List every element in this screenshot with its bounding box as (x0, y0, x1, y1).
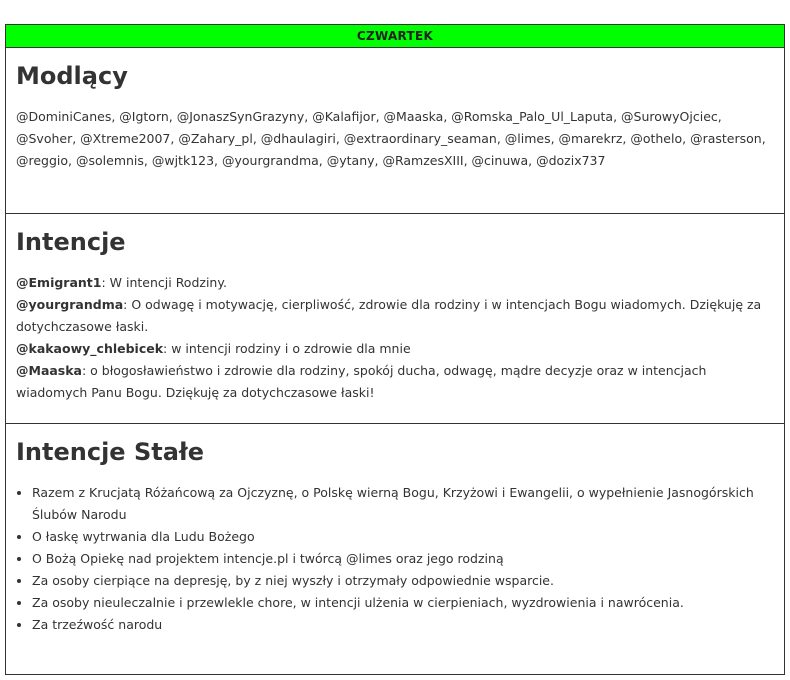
intencja-item (16, 360, 774, 404)
intencje-list (16, 272, 774, 404)
day-card (5, 24, 785, 675)
list-item: • O Bożą Opiekę nad projektem intencje.pl i twórcą @limes oraz jego rodziną (32, 548, 774, 570)
intencje-stale-section (6, 423, 784, 674)
intencja-user[interactable]: @yourgrandma (16, 297, 124, 312)
intencja-user[interactable]: @Maaska (16, 363, 82, 378)
intencja-user[interactable]: @kakaowy_chlebicek (16, 341, 164, 356)
intencja-text: : o błogosławieństwo i zdrowie dla rodziny, spokój ducha, odwagę, mądre decyzje oraz w intencjach wiadomych Panu Bogu. Dziękuję za dotychczasowe łaski! (16, 363, 707, 400)
intencja-item (16, 294, 774, 338)
modlacy-section (6, 48, 784, 213)
intencja-text: : W intencji Rodziny. (101, 275, 227, 290)
day-header: CZWARTEK (6, 25, 784, 48)
intencja-text: : O odwagę i motywację, cierpliwość, zdrowie dla rodziny i w intencjach Bogu wiadomych. Dziękuję za dotychczasowe łaski. (16, 297, 762, 334)
list-item: • Razem z Krucjatą Różańcową za Ojczyznę, o Polskę wierną Bogu, Krzyżowi i Ewangelii, o wypełnienie Jasnogórskich Ślubów Narodu (32, 482, 774, 526)
list-item: • Za trzeźwość narodu (32, 614, 774, 636)
list-item: • O łaskę wytrwania dla Ludu Bożego (32, 526, 774, 548)
intencje-stale-list (16, 482, 774, 636)
intencja-item (16, 338, 774, 360)
intencja-text: : w intencji rodziny i o zdrowie dla mnie (163, 341, 411, 356)
list-item: • Za osoby nieuleczalnie i przewlekle chore, w intencji ulżenia w cierpieniach, wyzdrowienia i nawrócenia. (32, 592, 774, 614)
intencja-user[interactable]: @Emigrant1 (16, 275, 102, 290)
intencje-section (6, 213, 784, 423)
modlacy-list: @DominiCanes, @Igtorn, @JonaszSynGrazyny, @Kalafijor, @Maaska, @Romska_Palo_Ul_Laputa, @SurowyOjciec, @Svoher, @Xtreme2007, @Zahary_pl, @dhaulagiri, @extraordinary_seaman, @limes, @marekrz, @othelo, @rasterson, @reggio, @solemnis, @wjtk123, @yourgrandma, @ytany, @RamzesXIII, @cinuwa, @dozix737 (16, 109, 766, 168)
intencje-title: Intencje (16, 228, 126, 256)
intencja-item (16, 272, 774, 294)
modlacy-title: Modlący (16, 62, 128, 90)
intencje-stale-title: Intencje Stałe (16, 438, 205, 466)
list-item: • Za osoby cierpiące na depresję, by z niej wyszły i otrzymały odpowiednie wsparcie. (32, 570, 774, 592)
